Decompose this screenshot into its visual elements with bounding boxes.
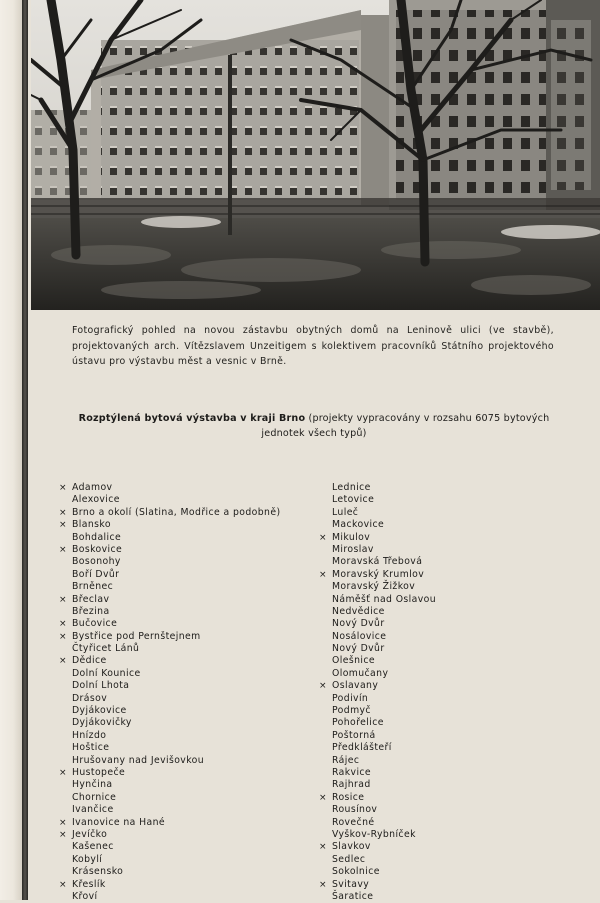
cross-mark-icon: × bbox=[59, 817, 67, 828]
locality-name: Hustopeče bbox=[72, 766, 126, 778]
cross-mark-icon: × bbox=[59, 829, 67, 840]
locality-name: Dyjákovičky bbox=[72, 717, 132, 729]
locality-item bbox=[58, 866, 320, 878]
locality-item bbox=[318, 581, 578, 593]
locality-name: Vyškov-Rybníček bbox=[332, 828, 416, 840]
locality-item bbox=[58, 544, 320, 556]
cross-mark-icon: × bbox=[59, 656, 67, 667]
locality-name: Letovice bbox=[332, 494, 375, 506]
list-heading bbox=[66, 411, 562, 441]
locality-name: Chornice bbox=[72, 791, 117, 803]
locality-name: Ivanovice na Hané bbox=[72, 816, 166, 828]
locality-name: Oslavany bbox=[332, 680, 379, 692]
locality-item bbox=[58, 594, 320, 606]
locality-item bbox=[318, 891, 578, 903]
locality-name: Mackovice bbox=[332, 519, 385, 531]
locality-item bbox=[318, 817, 578, 829]
cross-mark-icon: × bbox=[319, 792, 327, 803]
locality-item bbox=[58, 581, 320, 593]
cross-mark-icon: × bbox=[59, 544, 67, 555]
locality-item bbox=[318, 742, 578, 754]
locality-item bbox=[318, 693, 578, 705]
list-heading-note: (projekty vypracovány v rozsahu 6075 bytových jednotek všech typů) bbox=[261, 413, 550, 439]
locality-name: Pohořelice bbox=[332, 717, 384, 729]
locality-name: Křeslík bbox=[72, 878, 106, 890]
locality-item bbox=[58, 879, 320, 891]
locality-item bbox=[318, 717, 578, 729]
locality-item bbox=[58, 693, 320, 705]
locality-name: Sokolnice bbox=[332, 866, 380, 878]
locality-name: Dědice bbox=[72, 655, 107, 667]
locality-name: Bučovice bbox=[72, 618, 118, 630]
locality-item bbox=[58, 556, 320, 568]
locality-name: Blansko bbox=[72, 519, 111, 531]
locality-item bbox=[58, 569, 320, 581]
locality-name: Alexovice bbox=[72, 494, 120, 506]
locality-item bbox=[58, 717, 320, 729]
locality-name: Dolní Lhota bbox=[72, 680, 130, 692]
locality-name: Hnízdo bbox=[72, 729, 107, 741]
locality-name: Předklášteří bbox=[332, 742, 392, 754]
locality-name: Krásensko bbox=[72, 866, 124, 878]
locality-name: Slavkov bbox=[332, 841, 371, 853]
cross-mark-icon: × bbox=[59, 767, 67, 778]
locality-item bbox=[58, 631, 320, 643]
locality-item bbox=[318, 668, 578, 680]
locality-item bbox=[58, 519, 320, 531]
locality-item bbox=[318, 519, 578, 531]
locality-name: Dolní Kounice bbox=[72, 667, 141, 679]
locality-item bbox=[58, 494, 320, 506]
locality-name: Rájec bbox=[332, 754, 360, 766]
locality-name: Kašenec bbox=[72, 841, 114, 853]
locality-name: Dyjákovice bbox=[72, 705, 127, 717]
locality-item bbox=[318, 680, 578, 692]
locality-name: Rosice bbox=[332, 791, 365, 803]
locality-item bbox=[318, 631, 578, 643]
locality-item bbox=[318, 879, 578, 891]
locality-item bbox=[58, 680, 320, 692]
locality-item bbox=[318, 544, 578, 556]
locality-item bbox=[58, 643, 320, 655]
locality-item bbox=[58, 532, 320, 544]
locality-name: Křoví bbox=[72, 890, 98, 902]
locality-name: Rovečné bbox=[332, 816, 375, 828]
cross-mark-icon: × bbox=[59, 879, 67, 890]
locality-item bbox=[318, 866, 578, 878]
locality-item bbox=[58, 804, 320, 816]
cross-mark-icon: × bbox=[319, 879, 327, 890]
locality-name: Nedvědice bbox=[332, 605, 385, 617]
locality-item bbox=[58, 668, 320, 680]
locality-name: Ivančice bbox=[72, 804, 114, 816]
locality-name: Sedlec bbox=[332, 853, 366, 865]
locality-name: Nový Dvůr bbox=[332, 643, 385, 655]
locality-item bbox=[58, 891, 320, 903]
locality-item bbox=[318, 655, 578, 667]
locality-name: Podmyč bbox=[332, 705, 371, 717]
locality-item bbox=[318, 767, 578, 779]
locality-name: Hoštice bbox=[72, 742, 110, 754]
locality-name: Rakvice bbox=[332, 766, 372, 778]
locality-item bbox=[58, 792, 320, 804]
locality-item bbox=[318, 854, 578, 866]
locality-item bbox=[318, 618, 578, 630]
locality-item bbox=[318, 482, 578, 494]
locality-item bbox=[58, 606, 320, 618]
building-photo bbox=[31, 0, 600, 310]
cross-mark-icon: × bbox=[59, 631, 67, 642]
list-heading-title: Rozptýlená bytová výstavba v kraji Brno bbox=[78, 413, 306, 424]
locality-name: Brno a okolí (Slatina, Modřice a podobně) bbox=[72, 506, 281, 518]
locality-item bbox=[318, 569, 578, 581]
cross-mark-icon: × bbox=[319, 532, 327, 543]
locality-name: Břeclav bbox=[72, 593, 110, 605]
locality-name: Nosálovice bbox=[332, 630, 387, 642]
locality-name: Bystřice pod Pernštejnem bbox=[72, 630, 201, 642]
locality-item bbox=[58, 829, 320, 841]
locality-item bbox=[318, 755, 578, 767]
locality-item bbox=[318, 507, 578, 519]
locality-item bbox=[58, 854, 320, 866]
locality-item bbox=[58, 779, 320, 791]
locality-name: Kobylí bbox=[72, 853, 103, 865]
book-spine bbox=[22, 0, 28, 900]
cross-mark-icon: × bbox=[59, 483, 67, 493]
page-edge bbox=[0, 0, 22, 900]
locality-name: Moravský Žižkov bbox=[332, 581, 416, 593]
locality-item bbox=[318, 792, 578, 804]
locality-item bbox=[58, 507, 320, 519]
locality-name: Hrušovany nad Jevišovkou bbox=[72, 754, 205, 766]
locality-item bbox=[318, 779, 578, 791]
locality-name: Poštorná bbox=[332, 729, 376, 741]
photo-caption: Fotografický pohled na novou zástavbu obytných domů na Leninově ulici (ve stavbě), projektovaných arch. Vítězslavem Unzeitigem s kolektivem pracovníků Státního projektového ústavu pro výstavbu měst a vesnic v Brně. bbox=[72, 325, 554, 367]
cross-mark-icon: × bbox=[59, 507, 67, 518]
locality-item bbox=[318, 643, 578, 655]
locality-item bbox=[318, 705, 578, 717]
cross-mark-icon: × bbox=[319, 569, 327, 580]
locality-name: Olomučany bbox=[332, 667, 389, 679]
locality-item bbox=[318, 594, 578, 606]
locality-name: Olešnice bbox=[332, 655, 375, 667]
locality-name: Drásov bbox=[72, 692, 108, 704]
locality-item bbox=[58, 841, 320, 853]
locality-name: Boskovice bbox=[72, 543, 123, 555]
locality-name: Svitavy bbox=[332, 878, 370, 890]
locality-name: Šaratice bbox=[332, 890, 374, 902]
locality-item bbox=[318, 841, 578, 853]
locality-name: Moravská Třebová bbox=[332, 556, 423, 568]
locality-item bbox=[58, 817, 320, 829]
locality-name: Miroslav bbox=[332, 543, 374, 555]
locality-name: Moravský Krumlov bbox=[332, 568, 425, 580]
locality-name: Bohdalice bbox=[72, 531, 122, 543]
locality-name: Lednice bbox=[332, 482, 371, 493]
cross-mark-icon: × bbox=[59, 520, 67, 531]
locality-item bbox=[318, 494, 578, 506]
locality-name: Brněnec bbox=[72, 581, 114, 593]
cross-mark-icon: × bbox=[59, 619, 67, 630]
locality-name: Čtyřicet Lánů bbox=[72, 643, 140, 655]
right-locality-column bbox=[318, 482, 578, 903]
locality-item bbox=[318, 730, 578, 742]
locality-item bbox=[318, 829, 578, 841]
locality-name: Náměšť nad Oslavou bbox=[332, 593, 437, 605]
locality-name: Březina bbox=[72, 605, 110, 617]
locality-item bbox=[58, 482, 320, 494]
locality-name: Luleč bbox=[332, 506, 359, 518]
locality-item bbox=[58, 618, 320, 630]
locality-name: Bosonohy bbox=[72, 556, 121, 568]
locality-name: Podivín bbox=[332, 692, 369, 704]
locality-item bbox=[318, 556, 578, 568]
left-locality-column bbox=[58, 482, 320, 903]
locality-item bbox=[58, 730, 320, 742]
locality-name: Boří Dvůr bbox=[72, 568, 120, 580]
locality-item bbox=[318, 606, 578, 618]
locality-name: Adamov bbox=[72, 482, 113, 493]
locality-name: Nový Dvůr bbox=[332, 618, 385, 630]
cross-mark-icon: × bbox=[319, 681, 327, 692]
locality-item bbox=[58, 742, 320, 754]
cross-mark-icon: × bbox=[59, 594, 67, 605]
locality-item bbox=[58, 705, 320, 717]
locality-name: Hynčina bbox=[72, 779, 113, 791]
locality-item bbox=[58, 655, 320, 667]
locality-name: Rajhrad bbox=[332, 779, 371, 791]
locality-item bbox=[58, 755, 320, 767]
locality-name: Jevíčko bbox=[72, 828, 108, 840]
locality-item bbox=[318, 532, 578, 544]
locality-name: Mikulov bbox=[332, 531, 371, 543]
locality-item bbox=[318, 804, 578, 816]
locality-name: Rousínov bbox=[332, 804, 378, 816]
locality-item bbox=[58, 767, 320, 779]
cross-mark-icon: × bbox=[319, 842, 327, 853]
